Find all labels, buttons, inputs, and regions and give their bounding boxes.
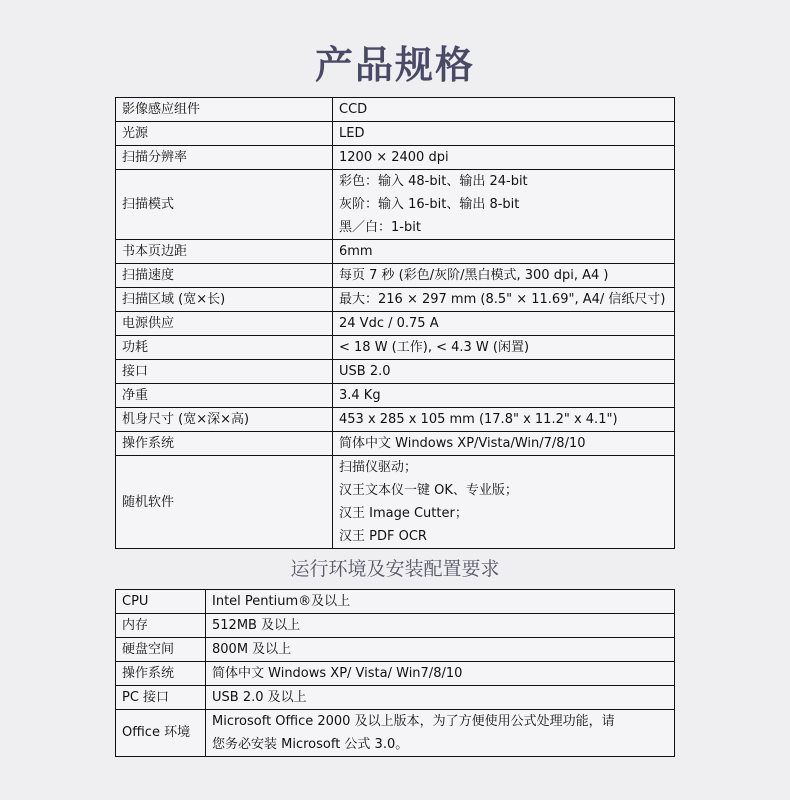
spec-row-label: 扫描区域 (宽×长) <box>116 288 333 312</box>
env-row-label: 硬盘空间 <box>116 638 206 662</box>
env-row-value-line: 简体中文 Windows XP/ Vista/ Win7/8/10 <box>212 666 463 681</box>
spec-row <box>116 408 675 432</box>
spec-row-label: 光源 <box>116 122 333 146</box>
env-row-value-line: Microsoft Office 2000 及以上版本，为了方便使用公式处理功能，请 <box>212 714 615 729</box>
spec-row-value-line: LED <box>339 126 365 141</box>
spec-row-label: 影像感应组件 <box>116 98 333 122</box>
env-row <box>116 590 675 614</box>
env-row-value <box>206 662 675 686</box>
spec-row-value <box>333 264 675 288</box>
env-row-value-line: 512MB 及以上 <box>212 618 301 633</box>
spec-row-value-line: 6mm <box>339 244 373 259</box>
spec-row-value <box>333 336 675 360</box>
spec-row-label: 电源供应 <box>116 312 333 336</box>
env-row-value <box>206 686 675 710</box>
spec-row-label: 书本页边距 <box>116 240 333 264</box>
page-title: 产品规格 <box>314 43 475 87</box>
spec-row-value <box>333 312 675 336</box>
spec-row-value-line: 汉王 Image Cutter； <box>339 506 468 521</box>
env-row <box>116 662 675 686</box>
spec-row-value <box>333 122 675 146</box>
spec-row-value <box>333 384 675 408</box>
spec-row <box>116 240 675 264</box>
spec-row <box>116 122 675 146</box>
spec-row-label: 接口 <box>116 360 333 384</box>
spec-row-label: 扫描分辨率 <box>116 146 333 170</box>
env-row-label: Office 环境 <box>116 710 206 757</box>
env-row-value <box>206 590 675 614</box>
spec-row-value <box>333 288 675 312</box>
spec-row <box>116 170 675 240</box>
spec-row-value-line: 汉王文本仪一键 OK、专业版； <box>339 483 518 498</box>
spec-row-value <box>333 360 675 384</box>
spec-row-value <box>333 456 675 549</box>
spec-row-value-line: 最大：216 × 297 mm (8.5" × 11.69", A4/ 信纸尺寸) <box>339 292 666 307</box>
spec-row-value-line: 灰阶：输入 16-bit、输出 8-bit <box>339 197 520 212</box>
spec-row-label: 机身尺寸 (宽×深×高) <box>116 408 333 432</box>
spec-row-value-line: 扫描仪驱动； <box>339 460 418 475</box>
spec-row <box>116 312 675 336</box>
spec-row-label: 操作系统 <box>116 432 333 456</box>
spec-row <box>116 432 675 456</box>
spec-row-value <box>333 170 675 240</box>
spec-row-value-line: 453 x 285 x 105 mm (17.8" x 11.2" x 4.1") <box>339 412 618 427</box>
env-row <box>116 638 675 662</box>
spec-row <box>116 456 675 549</box>
spec-row-value-line: 彩色：输入 48-bit、输出 24-bit <box>339 174 528 189</box>
spec-row-label: 随机软件 <box>116 456 333 549</box>
spec-row <box>116 336 675 360</box>
env-row-value-line: 800M 及以上 <box>212 642 292 657</box>
spec-row <box>116 146 675 170</box>
env-row-value <box>206 710 675 757</box>
spec-row-value <box>333 146 675 170</box>
spec-row <box>116 384 675 408</box>
spec-row-value <box>333 240 675 264</box>
spec-row-value-line: 24 Vdc / 0.75 A <box>339 316 439 331</box>
env-row <box>116 686 675 710</box>
env-row-value-line: USB 2.0 及以上 <box>212 690 307 705</box>
spec-row-label: 净重 <box>116 384 333 408</box>
spec-row <box>116 264 675 288</box>
spec-row-label: 扫描模式 <box>116 170 333 240</box>
spec-row <box>116 360 675 384</box>
env-row-value-line: Intel Pentium®及以上 <box>212 594 351 609</box>
env-row <box>116 614 675 638</box>
spec-row-value-line: 汉王 PDF OCR <box>339 529 427 544</box>
spec-row-value-line: CCD <box>339 102 368 117</box>
spec-row-value <box>333 432 675 456</box>
spec-row-value-line: USB 2.0 <box>339 364 391 379</box>
spec-row-value-line: 简体中文 Windows XP/Vista/Win/7/8/10 <box>339 436 586 451</box>
spec-table <box>115 97 675 549</box>
spec-row-value <box>333 98 675 122</box>
spec-row-value-line: 1200 × 2400 dpi <box>339 150 449 165</box>
spec-row-value-line: 3.4 Kg <box>339 388 381 403</box>
env-row-label: CPU <box>116 590 206 614</box>
env-row-label: PC 接口 <box>116 686 206 710</box>
env-table <box>115 589 675 757</box>
spec-row-value-line: 每页 7 秒 (彩色/灰阶/黑白模式, 300 dpi, A4 ) <box>339 268 609 283</box>
env-row-label: 操作系统 <box>116 662 206 686</box>
spec-row-value-line: < 18 W (工作), < 4.3 W (闲置) <box>339 340 530 355</box>
env-row <box>116 710 675 757</box>
spec-row-label: 功耗 <box>116 336 333 360</box>
env-row-label: 内存 <box>116 614 206 638</box>
spec-row-value-line: 黑／白：1-bit <box>339 220 421 235</box>
spec-row <box>116 98 675 122</box>
spec-row-value <box>333 408 675 432</box>
spec-row-label: 扫描速度 <box>116 264 333 288</box>
env-row-value-line: 您务必安装 Microsoft 公式 3.0。 <box>212 737 409 752</box>
env-title: 运行环境及安装配置要求 <box>290 558 500 580</box>
spec-row <box>116 288 675 312</box>
env-row-value <box>206 638 675 662</box>
env-row-value <box>206 614 675 638</box>
